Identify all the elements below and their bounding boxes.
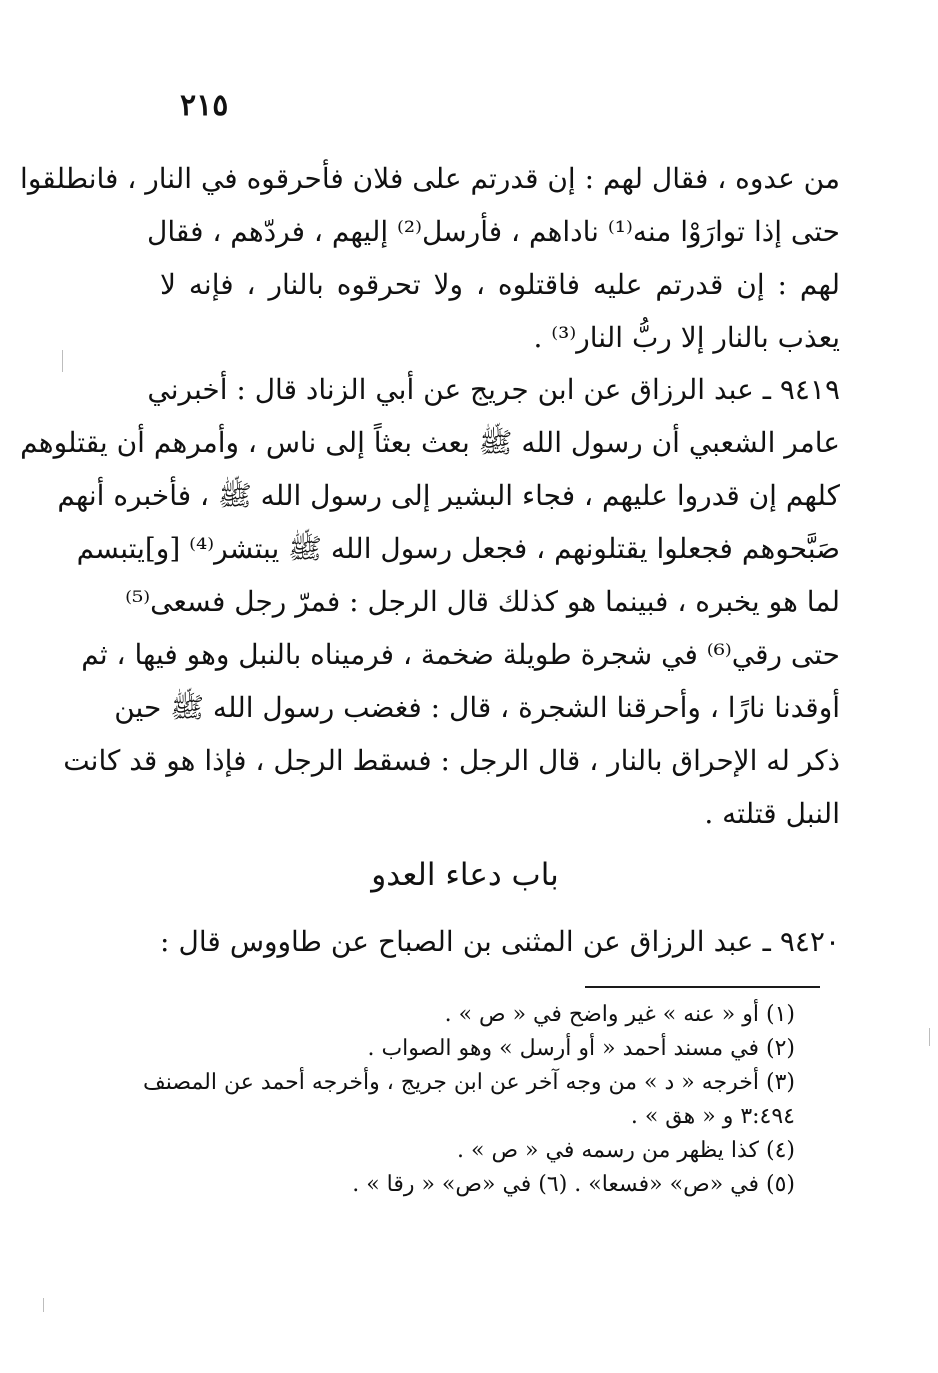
scan-mark-bottom-left [43, 1298, 44, 1312]
footnote-5-6: (٥) في «ص» «فسعا» . (٦) في «ص» « رقا » . [352, 1172, 795, 1197]
footnote-4: (٤) كذا يظهر من رسمه في « ص » . [457, 1138, 795, 1163]
paragraph-1 [20, 152, 840, 364]
scan-mark-left [62, 350, 63, 372]
paragraph-line: أوقدنا نارًا ، وأحرقنا الشجرة ، قال : فغضب رسول الله ﷺ حين [114, 691, 840, 724]
paragraph-line: ٩٤٢٠ ـ عبد الرزاق عن المثنى بن الصباح عن طاووس قال : [160, 925, 840, 958]
paragraph-9419 [20, 363, 840, 840]
footnote-3: (٣) أخرجه « د » من وجه آخر عن ابن جريج ، وأخرجه أحمد عن المصنف [142, 1070, 795, 1095]
paragraph-line: لهم : إن قدرتم عليه فاقتلوه ، ولا تحرقوه بالنار ، فإنه لا [160, 268, 840, 301]
footnote-1: (١) أو « عنه » غير واضح في « ص » . [444, 1002, 795, 1027]
paragraph-line: لما هو يخبره ، فبينما هو كذلك قال الرجل : فمرّ رجل فسعى⁽⁵⁾ [125, 585, 840, 618]
paragraph-line: حتى إذا توارَوْا منه⁽¹⁾ ناداهم ، فأرسل⁽²⁾ إليهم ، فردّهم ، فقال [147, 215, 840, 248]
paragraph-line: ٩٤١٩ ـ عبد الرزاق عن ابن جريج عن أبي الزناد قال : أخبرني [147, 373, 840, 406]
paragraph-line: يعذب بالنار إلا ربُّ النار⁽³⁾ . [533, 321, 840, 354]
paragraph-line: عامر الشعبي أن رسول الله ﷺ بعث بعثاً إلى ناس ، وأمرهم أن يقتلوهم [20, 426, 840, 459]
paragraph-line: النبل قتلته . [704, 797, 840, 830]
paragraph-line: كلهم إن قدروا عليهم ، فجاء البشير إلى رسول الله ﷺ ، فأخبره أنهم [57, 479, 840, 512]
page-number: ٢١٥ [180, 88, 229, 123]
paragraph-line: من عدوه ، فقال لهم : إن قدرتم على فلان فأحرقوه في النار ، فانطلقوا [20, 162, 840, 195]
footnote-2: (٢) في مسند أحمد « أو أرسل » وهو الصواب . [367, 1036, 795, 1061]
footnote-rule [585, 986, 820, 988]
paragraph-line: صَبَّحوهم فجعلوا يقتلونهم ، فجعل رسول الله ﷺ يبتشر⁽⁴⁾ [و]يتبسم [76, 532, 840, 565]
paragraph-line: ذكر له الإحراق بالنار ، قال الرجل : فسقط الرجل ، فإذا هو قد كانت [63, 744, 840, 777]
footnotes [142, 998, 795, 1202]
paragraph-line: حتى رقي⁽⁶⁾ في شجرة طويلة ضخمة ، فرميناه بالنبل وهو فيها ، ثم [81, 638, 840, 671]
paragraph-9420 [160, 915, 840, 968]
section-heading: باب دعاء العدو [371, 857, 559, 893]
scan-mark-right [929, 1028, 930, 1046]
footnote-3-continued: ٣:٤٩٤ و « هق » . [630, 1104, 795, 1129]
